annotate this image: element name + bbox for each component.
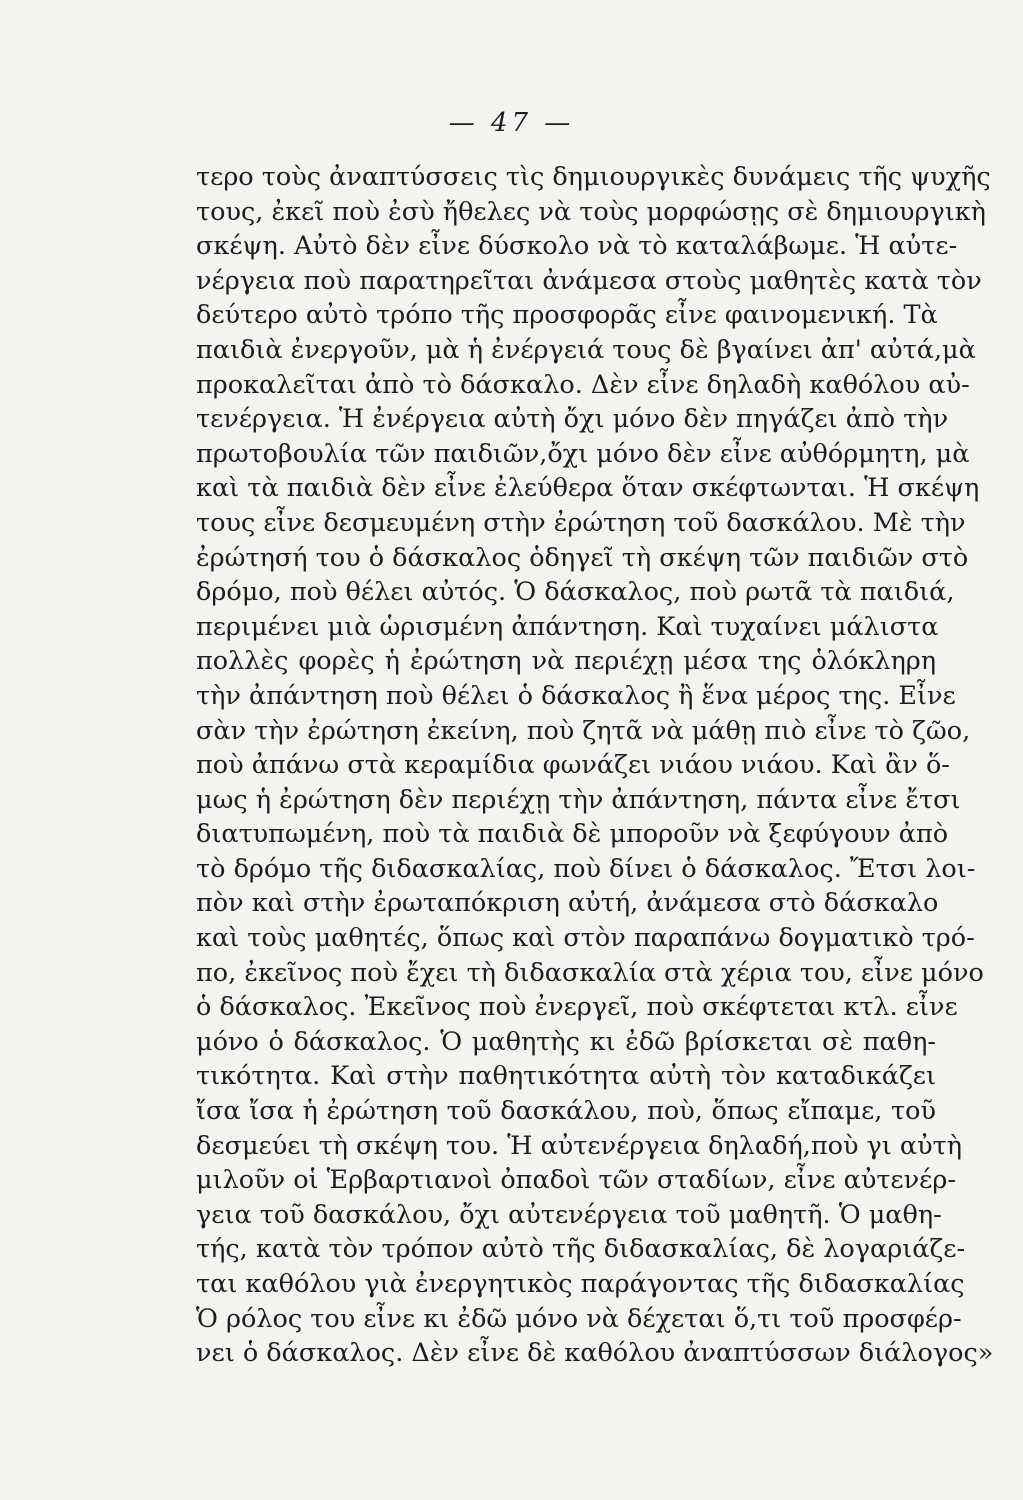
text-line: πο, ἐκεῖνος ποὺ ἔχει τὴ διδασκαλία στὰ χέρια του, εἶνε μόνο bbox=[196, 957, 984, 988]
text-line: παιδιὰ ἐνεργοῦν, μὰ ἡ ἐνέργειά τους δὲ βγαίνει ἀπ' αὐτά,μὰ bbox=[196, 334, 976, 365]
text-line: ποὺ ἀπάνω στὰ κεραμίδια φωνάζει νιάου νιάου. Καὶ ἂν ὅ- bbox=[196, 750, 950, 781]
text-line: πρωτοβουλία τῶν παιδιῶν,ὄχι μόνο δὲν εἶνε αὐθόρμητη, μὰ bbox=[196, 438, 970, 469]
text-line: ται καθόλου γιὰ ἐνεργητικὸς παράγοντας τῆς διδασκαλίας bbox=[196, 1269, 965, 1299]
text-line: τής, κατὰ τὸν τρόπον αὐτὸ τῆς διδασκαλίας, δὲ λογαριάζε- bbox=[196, 1234, 966, 1265]
text-line: τους, ἐκεῖ ποὺ ἐσὺ ἤθελες νὰ τοὺς μορφώσῃς σὲ δημιουργικὴ bbox=[196, 196, 986, 227]
text-line: καὶ τὰ παιδιὰ δὲν εἶνε ἐλεύθερα ὅταν σκέφτωνται. Ἡ σκέψη bbox=[196, 473, 980, 504]
text-line: ἴσα ἴσα ἡ ἐρώτηση τοῦ δασκάλου, ποὺ, ὅπως εἴπαμε, τοῦ bbox=[196, 1096, 936, 1127]
text-line: Ὁ ρόλος του εἶνε κι ἐδῶ μόνο νὰ δέχεται ὅ,τι τοῦ προσφέρ- bbox=[196, 1303, 962, 1334]
text-line: δεσμεύει τὴ σκέψη του. Ἡ αὐτενέργεια δηλαδή,ποὺ γι αὐτὴ bbox=[196, 1130, 963, 1161]
text-line: γεια τοῦ δασκάλου, ὄχι αὐτενέργεια τοῦ μαθητῆ. Ὁ μαθη- bbox=[196, 1199, 942, 1230]
text-line: δρόμο, ποὺ θέλει αὐτός. Ὁ δάσκαλος, ποὺ ρωτᾶ τὰ παιδιά, bbox=[196, 577, 955, 608]
text-line: μως ἡ ἐρώτηση δὲν περιέχῃ τὴν ἀπάντηση, πάντα εἶνε ἔτσι bbox=[196, 784, 961, 815]
text-line: τὴν ἀπάντηση ποὺ θέλει ὁ δάσκαλος ἢ ἕνα μέρος της. Εἶνε bbox=[196, 680, 956, 711]
text-line: τικότητα. Καὶ στὴν παθητικότητα αὐτὴ τὸν καταδικάζει bbox=[196, 1061, 936, 1092]
text-line: τὸ δρόμο τῆς διδασκαλίας, ποὺ δίνει ὁ δάσκαλος. Ἔτσι λοι- bbox=[196, 853, 976, 884]
text-line: σὰν τὴν ἐρώτηση ἐκείνη, ποὺ ζητᾶ νὰ μάθῃ πιὸ εἶνε τὸ ζῶο, bbox=[196, 715, 971, 746]
text-line: τερο τοὺς ἀναπτύσσεις τὶς δημιουργικὲς δυνάμεις τῆς ψυχῆς bbox=[196, 162, 991, 192]
text-line: πὸν καὶ στὴν ἐρωταπόκριση αὐτή, ἀνάμεσα στὸ δάσκαλο bbox=[196, 888, 939, 919]
text-line: μιλοῦν οἱ Ἑρβαρτιανοὶ ὀπαδοὶ τῶν σταδίων, εἶνε αὐτενέρ- bbox=[196, 1165, 956, 1196]
text-line: τους εἶνε δεσμευμένη στὴν ἐρώτηση τοῦ δασκάλου. Μὲ τὴν bbox=[196, 507, 966, 538]
text-line: περιμένει μιὰ ὡρισμένη ἀπάντηση. Καὶ τυχαίνει μάλιστα bbox=[196, 611, 939, 642]
text-line: διατυπωμένη, ποὺ τὰ παιδιὰ δὲ μποροῦν νὰ ξεφύγουν ἀπὸ bbox=[196, 819, 949, 850]
text-line: τενέργεια. Ἡ ἐνέργεια αὐτὴ ὄχι μόνο δὲν πηγάζει ἀπὸ τὴν bbox=[196, 404, 949, 435]
page-number: — 47 — bbox=[448, 108, 575, 138]
text-line: πολλὲς φορὲς ἡ ἐρώτηση νὰ περιέχῃ μέσα της ὁλόκληρη bbox=[196, 646, 936, 677]
text-line: ὁ δάσκαλος. Ἐκεῖνος ποὺ ἐνεργεῖ, ποὺ σκέφτεται κτλ. εἶνε bbox=[196, 992, 958, 1023]
body-text bbox=[196, 160, 994, 1371]
text-line: μόνο ὁ δάσκαλος. Ὁ μαθητὴς κι ἐδῶ βρίσκεται σὲ παθη- bbox=[196, 1026, 936, 1057]
text-line: δεύτερο αὐτὸ τρόπο τῆς προσφορᾶς εἶνε φαινομενική. Τὰ bbox=[196, 300, 938, 331]
text-line: ἐρώτησή του ὁ δάσκαλος ὁδηγεῖ τὴ σκέψη τῶν παιδιῶν στὸ bbox=[196, 542, 969, 573]
text-line: καὶ τοὺς μαθητές, ὅπως καὶ στὸν παραπάνω δογματικὸ τρό- bbox=[196, 923, 975, 954]
text-line: νει ὁ δάσκαλος. Δὲν εἶνε δὲ καθόλου ἀναπτύσσων διάλογος» bbox=[196, 1338, 994, 1369]
text-line: προκαλεῖται ἀπὸ τὸ δάσκαλο. Δὲν εἶνε δηλαδὴ καθόλου αὐ- bbox=[196, 369, 970, 400]
text-line: σκέψη. Αὐτὸ δὲν εἶνε δύσκολο νὰ τὸ καταλάβωμε. Ἡ αὐτε- bbox=[196, 231, 958, 262]
text-line: νέργεια ποὺ παρατηρεῖται ἀνάμεσα στοὺς μαθητὲς κατὰ τὸν bbox=[196, 265, 982, 296]
